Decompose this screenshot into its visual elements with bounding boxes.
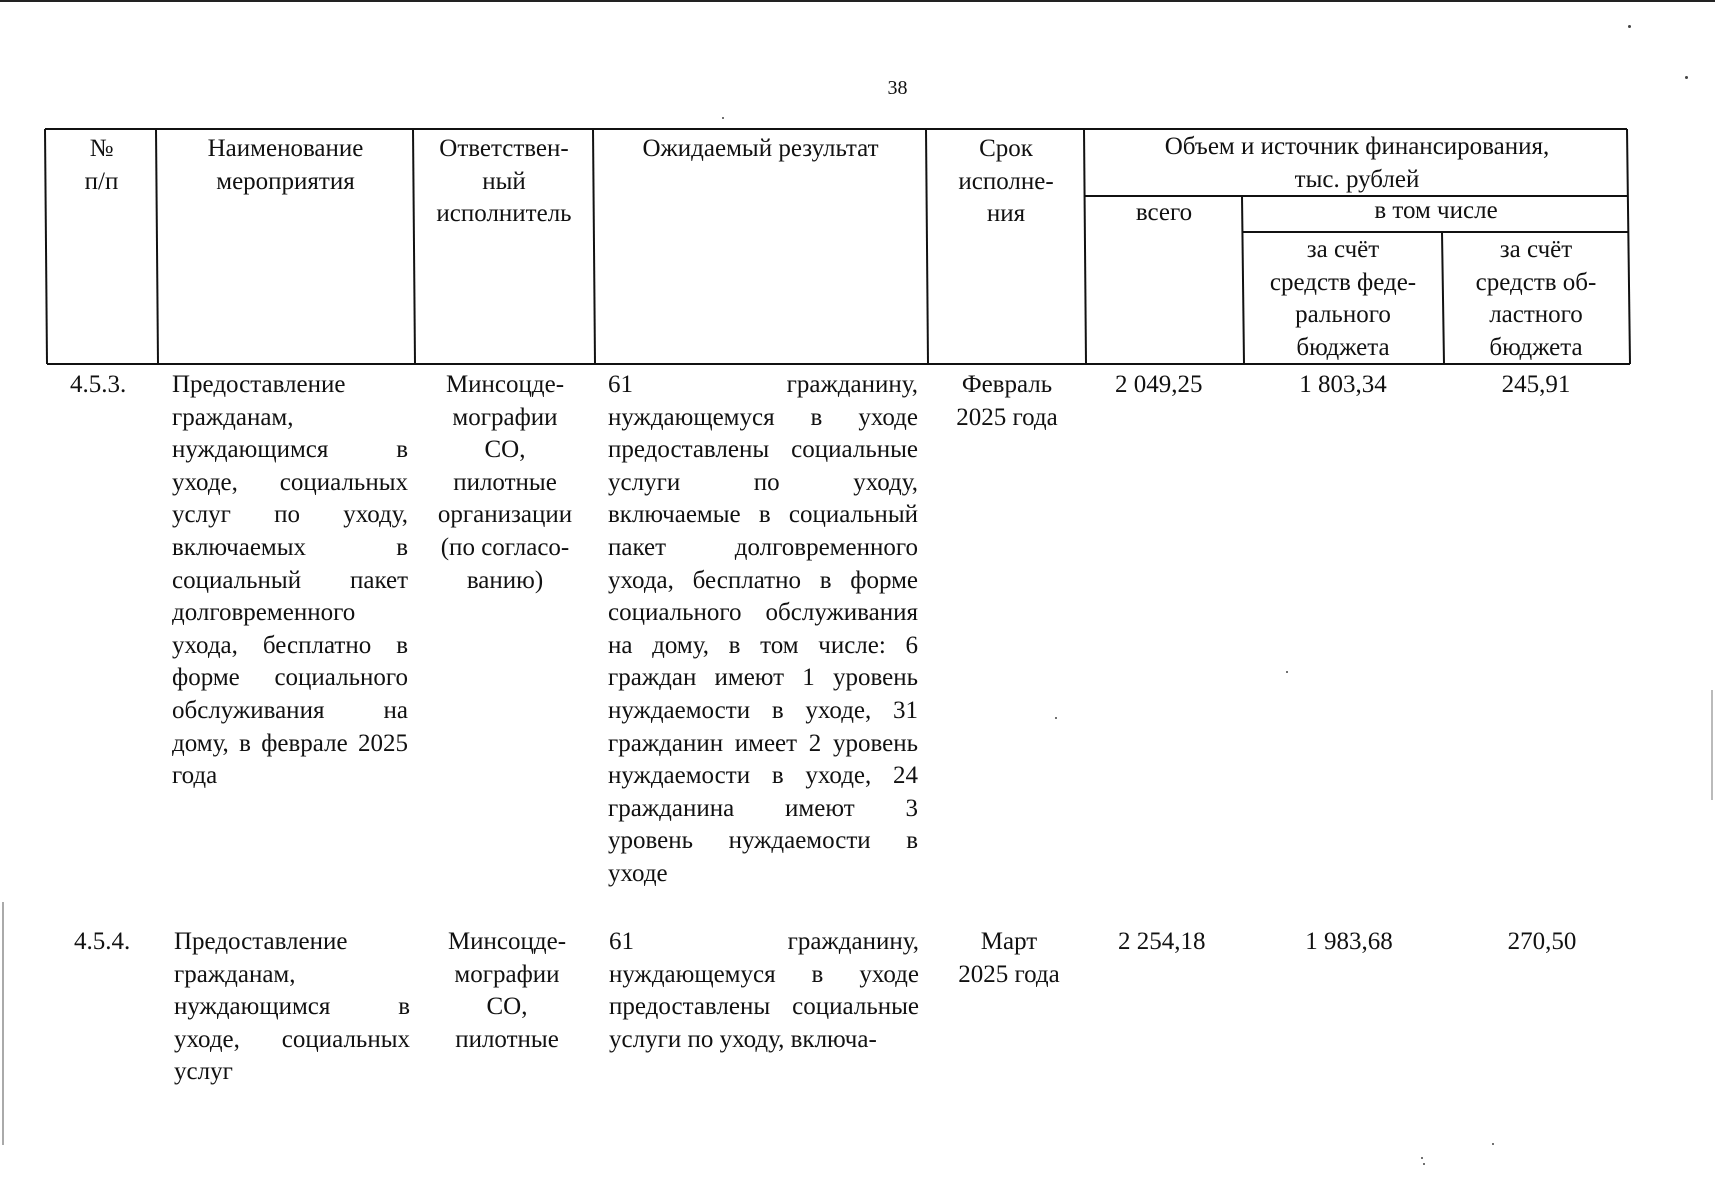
table-row-federal: 1 983,68	[1305, 928, 1393, 955]
header-total: всего	[1135, 199, 1193, 226]
header-regional: за счёт средств об- ластного бюджета	[1475, 236, 1597, 361]
scan-speck	[1423, 1163, 1425, 1165]
table-row-executor: Минсоцде- мографии СО, пилотные	[447, 928, 567, 1053]
header-including: в том числе	[1374, 197, 1498, 224]
page-number: 38	[887, 77, 908, 99]
table-row-name: Предоставление гражданам, нуждающимся в уходе, социальных услуг	[174, 928, 410, 1086]
table-row-executor: Минсоцде- мографии СО, пилотные организации (по согласо- ванию)	[437, 371, 573, 594]
table-row-term: Март 2025 года	[958, 928, 1060, 988]
table-row-federal: 1 803,34	[1299, 371, 1387, 398]
table-row-total: 2 049,25	[1115, 371, 1203, 398]
header-federal: за счёт средств феде- рального бюджета	[1269, 236, 1417, 361]
header-funding: Объем и источник финансирования, тыс. рублей	[1164, 133, 1550, 193]
scan-speck	[1628, 25, 1631, 28]
scan-edge	[0, 0, 1715, 2]
table-row-name: Предоставление гражданам, нуждающимся в уходе, социальных услуг по уходу, включаемых в социальный пакет долговременного ухода, бесплатно в форме социального обслуживания на дому, в феврале 2025 года	[172, 371, 408, 790]
header-name: Наименование мероприятия	[207, 135, 364, 195]
table-row-num: 4.5.3.	[70, 371, 127, 398]
table-row-total: 2 254,18	[1118, 928, 1206, 955]
scan-speck	[722, 117, 724, 119]
scan-speck	[1421, 1157, 1423, 1159]
header-term: Срок исполне- ния	[958, 135, 1054, 228]
table-row-num: 4.5.4.	[74, 928, 131, 955]
header-num: № п/п	[84, 135, 119, 195]
table-row-result: 61 гражданину, нуждающемуся в уходе предоставлены социальные услуги по уходу, включа-	[609, 928, 919, 1053]
scan-speck	[1286, 671, 1288, 673]
table-row-regional: 270,50	[1507, 928, 1577, 955]
table-row-result: 61 гражданину, нуждающемуся в уходе предоставлены социальные услуги по уходу, включаемые в социальный пакет долговременного ухода, бесплатно в форме социального обслуживания на дому, в том числе: 6 граждан имеют 1 уровень нуждаемости в уходе, 31 гражданин имеет 2 уровень нуждаемости в уходе, 24 гражданина имеют 3 уровень нуждаемости в уходе	[608, 371, 918, 887]
header-executor: Ответствен- ный исполнитель	[436, 135, 572, 228]
header-result: Ожидаемый результат	[642, 135, 879, 162]
scan-speck	[1492, 1143, 1494, 1145]
scan-speck	[1685, 76, 1688, 79]
scan-speck	[1055, 717, 1057, 719]
table-row-regional: 245,91	[1501, 371, 1571, 398]
table-row-term: Февраль 2025 года	[956, 371, 1058, 431]
